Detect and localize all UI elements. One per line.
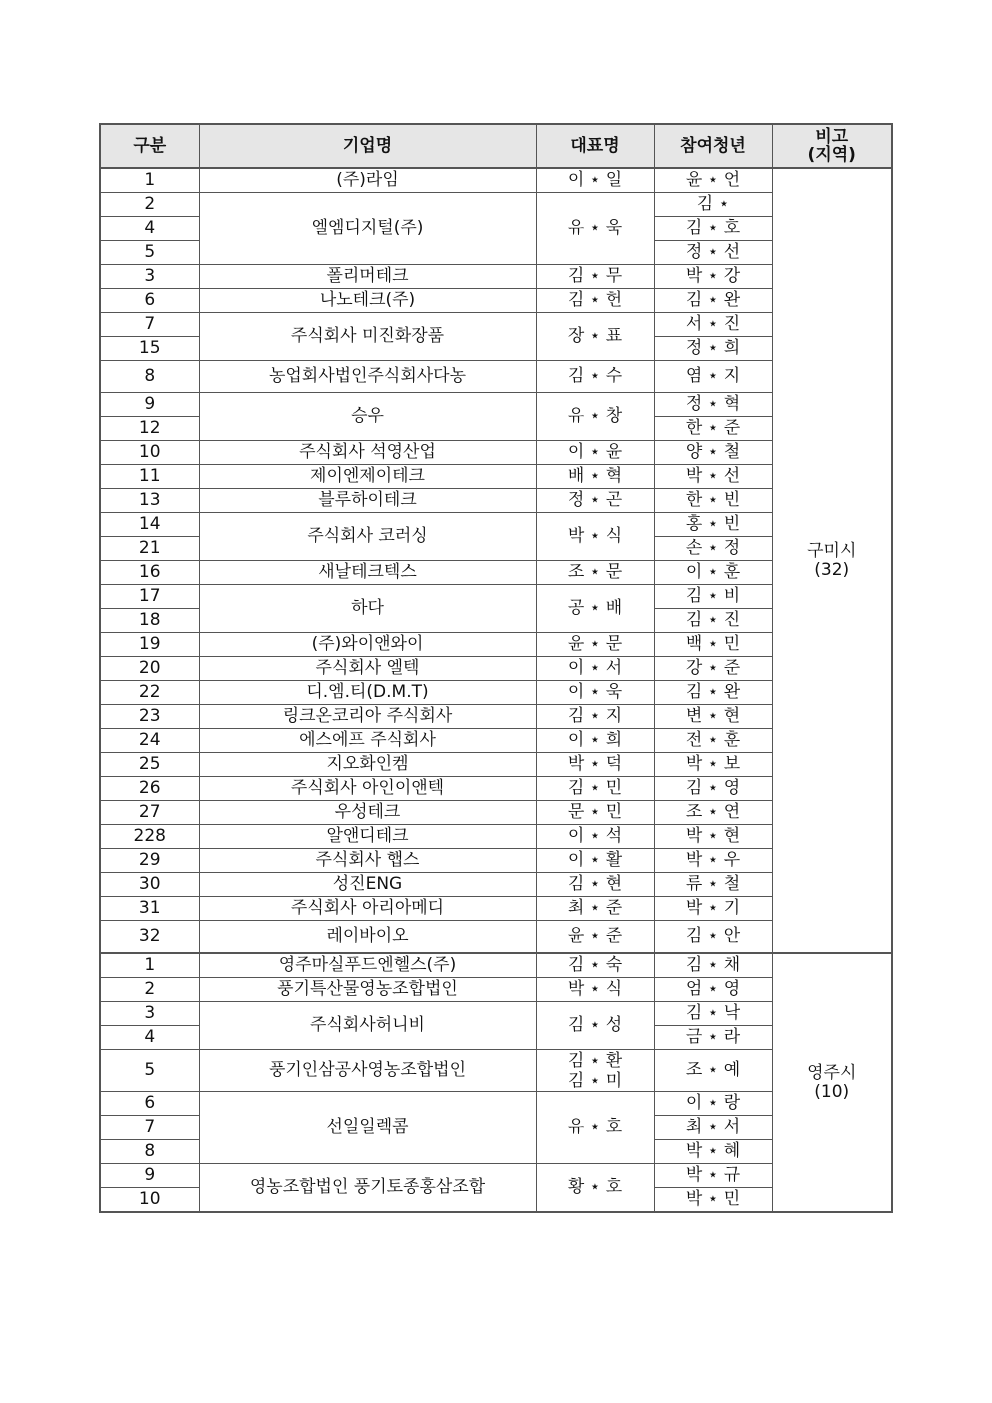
youth-participant: 홍 ⋆ 빈: [654, 513, 772, 537]
representative-name: 김 ⋆ 무: [536, 265, 654, 289]
company-name: 주식회사허니비: [199, 1002, 536, 1050]
row-number: 1: [100, 168, 199, 193]
representative-name: 유 ⋆ 호: [536, 1092, 654, 1164]
row-number: 7: [100, 1116, 199, 1140]
company-name: 레이바이오: [199, 921, 536, 954]
table-body: [100, 168, 892, 1212]
region-note: [772, 953, 892, 1212]
company-name: 농업회사법인주식회사다농: [199, 361, 536, 393]
company-name: 성진ENG: [199, 873, 536, 897]
row-number: 20: [100, 657, 199, 681]
row-number: 30: [100, 873, 199, 897]
company-name: 영농조합법인 풍기토종홍삼조합: [199, 1164, 536, 1213]
row-number: 5: [100, 1050, 199, 1092]
representative-name: 김 ⋆ 성: [536, 1002, 654, 1050]
youth-participant: 금 ⋆ 라: [654, 1026, 772, 1050]
company-name: 에스에프 주식회사: [199, 729, 536, 753]
youth-participant: 조 ⋆ 예: [654, 1050, 772, 1092]
youth-participant: 정 ⋆ 선: [654, 241, 772, 265]
youth-participant: 김 ⋆ 안: [654, 921, 772, 954]
header-region: 비고 (지역): [772, 124, 892, 168]
row-number: 5: [100, 241, 199, 265]
representative-name: 유 ⋆ 욱: [536, 193, 654, 265]
row-number: 25: [100, 753, 199, 777]
youth-participant: 박 ⋆ 우: [654, 849, 772, 873]
row-number: 15: [100, 337, 199, 361]
row-number: 23: [100, 705, 199, 729]
youth-participant: 조 ⋆ 연: [654, 801, 772, 825]
company-name: 나노테크(주): [199, 289, 536, 313]
youth-participant: 박 ⋆ 선: [654, 465, 772, 489]
representative-name: 유 ⋆ 창: [536, 393, 654, 441]
row-number: 3: [100, 265, 199, 289]
company-name: 폴리머테크: [199, 265, 536, 289]
representative-name: 김 ⋆ 숙: [536, 953, 654, 978]
youth-participant: 한 ⋆ 준: [654, 417, 772, 441]
row-number: 11: [100, 465, 199, 489]
row-number: 8: [100, 1140, 199, 1164]
representative-name: 조 ⋆ 문: [536, 561, 654, 585]
row-number: 22: [100, 681, 199, 705]
row-number: 9: [100, 1164, 199, 1188]
row-number: 14: [100, 513, 199, 537]
header-representative: 대표명: [536, 124, 654, 168]
representative-name: 윤 ⋆ 준: [536, 921, 654, 954]
youth-participant: 김 ⋆ 영: [654, 777, 772, 801]
row-number: 1: [100, 953, 199, 978]
youth-participant: 박 ⋆ 보: [654, 753, 772, 777]
company-name: 블루하이테크: [199, 489, 536, 513]
youth-participant: 박 ⋆ 민: [654, 1188, 772, 1213]
youth-participant: 변 ⋆ 현: [654, 705, 772, 729]
row-number: 24: [100, 729, 199, 753]
row-number: 10: [100, 1188, 199, 1213]
header-company: 기업명: [199, 124, 536, 168]
company-name: 제이엔제이테크: [199, 465, 536, 489]
youth-participant: 박 ⋆ 혜: [654, 1140, 772, 1164]
company-name: 영주마실푸드엔헬스(주): [199, 953, 536, 978]
row-number: 8: [100, 361, 199, 393]
youth-participant: 엄 ⋆ 영: [654, 978, 772, 1002]
representative-name: 황 ⋆ 호: [536, 1164, 654, 1213]
representative-name: 장 ⋆ 표: [536, 313, 654, 361]
region-note: [772, 168, 892, 953]
youth-participant: 염 ⋆ 지: [654, 361, 772, 393]
company-name: 우성테크: [199, 801, 536, 825]
header-no: 구분: [100, 124, 199, 168]
row-number: 6: [100, 289, 199, 313]
youth-participant: 김 ⋆ 낙: [654, 1002, 772, 1026]
company-name: 지오화인켐: [199, 753, 536, 777]
youth-participant: 김 ⋆ 완: [654, 681, 772, 705]
row-number: 27: [100, 801, 199, 825]
row-number: 13: [100, 489, 199, 513]
company-name: 엘엠디지털(주): [199, 193, 536, 265]
representative-name: 윤 ⋆ 문: [536, 633, 654, 657]
company-name: 디.엠.티(D.M.T): [199, 681, 536, 705]
row-number: 9: [100, 393, 199, 417]
company-name: 주식회사 햅스: [199, 849, 536, 873]
row-number: 26: [100, 777, 199, 801]
row-number: 12: [100, 417, 199, 441]
youth-participant: 김 ⋆ 채: [654, 953, 772, 978]
representative-name: 김 ⋆ 헌: [536, 289, 654, 313]
representative-name: 김 ⋆ 민: [536, 777, 654, 801]
youth-participant: 박 ⋆ 규: [654, 1164, 772, 1188]
company-name: 주식회사 석영산업: [199, 441, 536, 465]
representative-name: 박 ⋆ 식: [536, 513, 654, 561]
representative-name: 이 ⋆ 일: [536, 168, 654, 193]
row-number: 4: [100, 1026, 199, 1050]
company-name: 링크온코리아 주식회사: [199, 705, 536, 729]
row-number: 31: [100, 897, 199, 921]
youth-participant: 전 ⋆ 훈: [654, 729, 772, 753]
row-number: 21: [100, 537, 199, 561]
header-youth: 참여청년: [654, 124, 772, 168]
representative-name: 이 ⋆ 윤: [536, 441, 654, 465]
representative-name: 이 ⋆ 석: [536, 825, 654, 849]
table-row: [100, 953, 892, 978]
representative-name: 김 ⋆ 지: [536, 705, 654, 729]
representative-name: 문 ⋆ 민: [536, 801, 654, 825]
youth-participant: 정 ⋆ 희: [654, 337, 772, 361]
youth-participant: 손 ⋆ 정: [654, 537, 772, 561]
company-name: 주식회사 미진화장품: [199, 313, 536, 361]
youth-participant: 강 ⋆ 준: [654, 657, 772, 681]
company-name: 주식회사 엘텍: [199, 657, 536, 681]
company-name: 승우: [199, 393, 536, 441]
representative-name: 김 ⋆ 현: [536, 873, 654, 897]
representative-name: 이 ⋆ 활: [536, 849, 654, 873]
row-number: 2: [100, 978, 199, 1002]
company-name: (주)라임: [199, 168, 536, 193]
row-number: 6: [100, 1092, 199, 1116]
representative-name: 김 ⋆ 환 김 ⋆ 미: [536, 1050, 654, 1092]
company-name: 풍기인삼공사영농조합법인: [199, 1050, 536, 1092]
representative-name: 박 ⋆ 식: [536, 978, 654, 1002]
row-number: 18: [100, 609, 199, 633]
row-number: 29: [100, 849, 199, 873]
header-row: [100, 124, 892, 168]
representative-name: 이 ⋆ 서: [536, 657, 654, 681]
company-name: 새날테크텍스: [199, 561, 536, 585]
youth-participant: 이 ⋆ 훈: [654, 561, 772, 585]
representative-name: 이 ⋆ 희: [536, 729, 654, 753]
company-name: 주식회사 코러싱: [199, 513, 536, 561]
youth-participant: 이 ⋆ 랑: [654, 1092, 772, 1116]
company-name: 하다: [199, 585, 536, 633]
row-number: 32: [100, 921, 199, 954]
youth-participant: 박 ⋆ 기: [654, 897, 772, 921]
company-name: 주식회사 아인이앤텍: [199, 777, 536, 801]
company-name: 알앤디테크: [199, 825, 536, 849]
representative-name: 이 ⋆ 욱: [536, 681, 654, 705]
row-number: 4: [100, 217, 199, 241]
youth-participant: 박 ⋆ 강: [654, 265, 772, 289]
youth-participant: 박 ⋆ 현: [654, 825, 772, 849]
representative-name: 정 ⋆ 곤: [536, 489, 654, 513]
youth-participant: 김 ⋆ 호: [654, 217, 772, 241]
representative-name: 공 ⋆ 배: [536, 585, 654, 633]
company-name: 풍기특산물영농조합법인: [199, 978, 536, 1002]
row-number: 2: [100, 193, 199, 217]
row-number: 228: [100, 825, 199, 849]
company-name: 선일일렉콤: [199, 1092, 536, 1164]
youth-participant: 김 ⋆ 진: [654, 609, 772, 633]
youth-participant: 김 ⋆ 비: [654, 585, 772, 609]
youth-participant: 윤 ⋆ 언: [654, 168, 772, 193]
row-number: 10: [100, 441, 199, 465]
region-label: 영주시 (10): [807, 1062, 857, 1102]
company-name: (주)와이앤와이: [199, 633, 536, 657]
youth-participant: 백 ⋆ 민: [654, 633, 772, 657]
youth-participant: 서 ⋆ 진: [654, 313, 772, 337]
row-number: 7: [100, 313, 199, 337]
participant-table: [99, 123, 893, 1213]
youth-participant: 김 ⋆ 완: [654, 289, 772, 313]
youth-participant: 양 ⋆ 철: [654, 441, 772, 465]
row-number: 17: [100, 585, 199, 609]
row-number: 19: [100, 633, 199, 657]
region-label: 구미시 (32): [807, 540, 857, 580]
youth-participant: 류 ⋆ 철: [654, 873, 772, 897]
youth-participant: 최 ⋆ 서: [654, 1116, 772, 1140]
row-number: 3: [100, 1002, 199, 1026]
youth-participant: 한 ⋆ 빈: [654, 489, 772, 513]
youth-participant: 정 ⋆ 혁: [654, 393, 772, 417]
representative-name: 김 ⋆ 수: [536, 361, 654, 393]
youth-participant: 김 ⋆: [654, 193, 772, 217]
company-name: 주식회사 아리아메디: [199, 897, 536, 921]
representative-name: 최 ⋆ 준: [536, 897, 654, 921]
row-number: 16: [100, 561, 199, 585]
table-row: [100, 168, 892, 193]
representative-name: 박 ⋆ 덕: [536, 753, 654, 777]
representative-name: 배 ⋆ 혁: [536, 465, 654, 489]
